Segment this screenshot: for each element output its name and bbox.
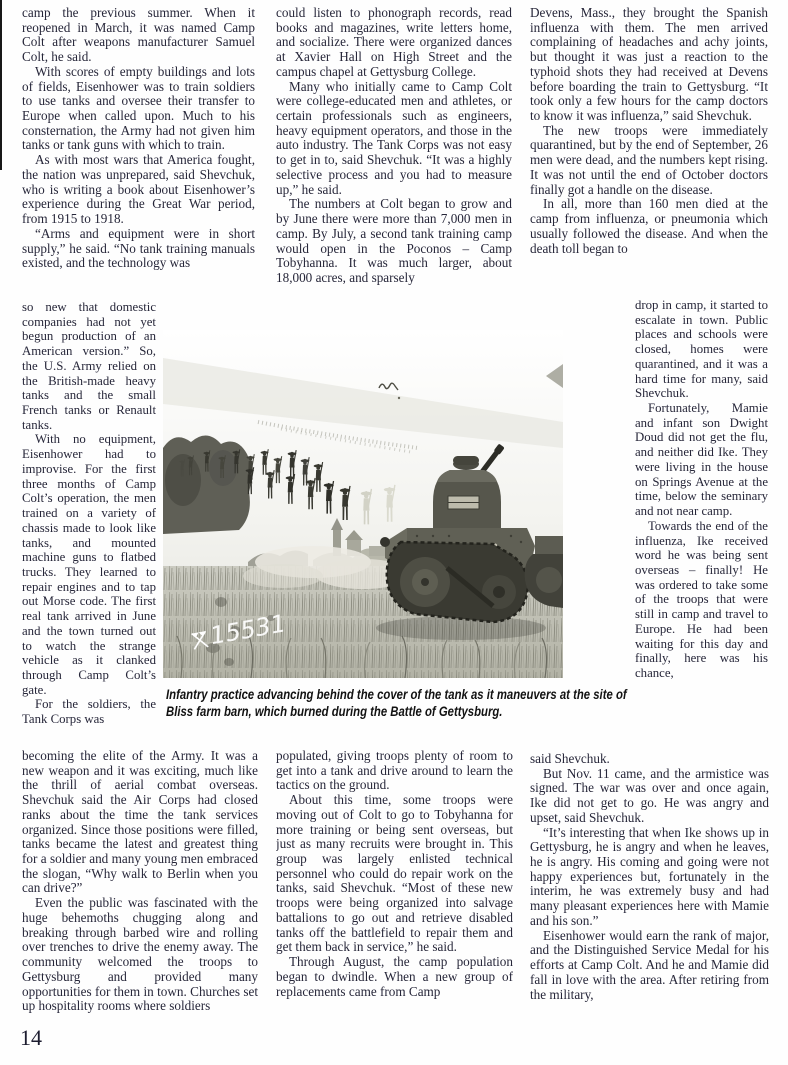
tank-photo-illustration — [163, 330, 563, 678]
paragraph: populated, giving troops plenty of room to get into a tank and drive around to learn the tactics on the ground. — [276, 749, 513, 793]
page-number: 14 — [20, 1025, 42, 1050]
paragraph: As with most wars that America fought, the nation was unprepared, said Shevchuk, who is writing a book about Eisenhower’s experience during the Great War period, from 1915 to 1918. — [22, 152, 255, 227]
column-3-bottom — [530, 752, 769, 1018]
paragraph: camp the previous summer. When it reopened in March, it was named Camp Colt after weapons manufacturer Samuel Colt, he said. — [22, 6, 255, 65]
paragraph: The numbers at Colt began to grow and by June there were more than 7,000 men in camp. By July, a second tank training camp would open in the Poconos – Camp Tobyhanna. It was much larger, about 18,000 acres, and sparsely — [276, 196, 512, 285]
paragraph: Many who initially came to Camp Colt were college-educated men and athletes, or certain professionals such as engineers, heavy equipment operators, and those in the auto industry. The Tank Corps was not easy to get in to, said Shevchuk. “It was a highly selective process and you had to measure up,” he said. — [276, 78, 512, 197]
paragraph: Eisenhower would earn the rank of major, and the Distinguished Service Medal for his efforts at Camp Colt. And he and Mamie did fall in love with the area. After retiring from the military, — [530, 927, 769, 1002]
paragraph: drop in camp, it started to escalate in town. Public places and schools were closed, homes were quarantined, and it was a hard time for many, said Shevchuk. — [635, 298, 768, 401]
column-1-bottom — [22, 749, 258, 1021]
column-1-narrow — [22, 300, 156, 752]
column-3-narrow — [635, 298, 768, 750]
paragraph: “Arms and equipment were in short supply,” he said. “No tank training manuals existed, and the technology was — [22, 225, 255, 271]
column-3-top — [530, 6, 768, 298]
paragraph: “It’s interesting that when Ike shows up in Gettysburg, he is angry and when he leaves, he is angry. His coming and going were not happy experiences but, fortunately in the interim, he was extremely busy and had many pleasant experiences here with Mamie and his son.” — [530, 824, 769, 928]
photo-caption-line2: Bliss farm barn, which burned during the Battle of Gettysburg. — [166, 704, 503, 719]
column-2-bottom — [276, 749, 513, 1017]
watermark-number: 15531 — [208, 609, 289, 651]
paragraph: said Shevchuk. — [530, 752, 610, 766]
paragraph: becoming the elite of the Army. It was a new weapon and it was exciting, much like the thrill of aerial combat overseas. Shevchuk said the Air Corps had closed ranks about the time the tank services organized. Since those positions were filled, tanks became the latest and greatest thing for a soldier and many young men embraced the slogan, “Why walk to Berlin when you can drive?” — [22, 749, 258, 896]
paragraph: About this time, some troops were moving out of Colt to go to Tobyhanna for more training or being sent overseas, but just as many recruits were brought in. This group was largely enlisted technical personnel who could do repair work on the tanks, said Shevchuk. “Most of these new troops were being organized into salvage battalions to go out and retrieve disabled tanks off the battlefield to repair them and get them back in service,” he said. — [276, 792, 513, 955]
scan-edge-mark — [0, 0, 2, 170]
column-1-top — [22, 6, 255, 300]
paragraph: With scores of empty buildings and lots of fields, Eisenhower was to train soldiers to use tanks and oversee their transfer to Europe when called upon. Much to his consternation, the Army had not given him tanks or tank guns with which to train. — [22, 63, 255, 153]
photo-caption — [166, 686, 627, 720]
tank-photo — [163, 330, 563, 678]
column-2-top — [276, 6, 512, 302]
paragraph: Fortunately, Mamie and infant son Dwight Doud did not get the flu, and neither did Ike. They were living in the house on Springs Avenue at the time, below the seminary and not near camp. — [635, 401, 768, 519]
paragraph: The new troops were immediately quarantined, but by the end of September, 26 men were dead, and the numbers kept rising. It was not until the end of October doctors finally got a handle on the disease. — [530, 122, 768, 197]
paragraph: Devens, Mass., they brought the Spanish influenza with them. The men arrived complaining of headaches and achy joints, but thought it was just a reaction to the typhoid shots they had received at Devens before boarding the train to Gettysburg. “It took only a few hours for the camp doctors to know it was influenza,” said Shevchuk. — [530, 6, 768, 124]
paragraph: For the soldiers, the Tank Corps was — [22, 697, 156, 727]
photo-caption-line1: Infantry practice advancing behind the cover of the tank as it maneuvers at the site of — [166, 687, 627, 702]
left-trees — [163, 435, 252, 534]
paragraph: Through August, the camp population began to dwindle. When a new group of replacements came from Camp — [276, 954, 513, 999]
paragraph: Even the public was fascinated with the huge behemoths chugging along and breaking through barbed wire and rolling over trenches to drive the enemy away. The community welcomed the troops to Gettysburg and provided many opportunities for them in town. Churches set up hospitality rooms where soldiers — [22, 895, 258, 1014]
paragraph: Towards the end of the influenza, Ike received word he was being sent overseas – finally! He was ordered to take some of the troops that were still in camp and travel to Europe. He had been waiting for this day and finally, here was his chance, — [635, 518, 768, 680]
paragraph: In all, more than 160 men died at the camp from influenza, or pneumonia which usually followed the disease. And when the death toll began to — [530, 196, 768, 256]
paragraph: With no equipment, Eisenhower had to improvise. For the first three months of Camp Colt’s operation, the men trained on a variety of chassis made to look like tanks, and mounted machine guns to flatbed trucks. They learned to repair engines and to tap out Morse code. The first real tank arrived in June and the town turned out to watch the strange vehicle as it clanked through Camp Colt’s gate. — [22, 432, 156, 697]
paragraph: so new that domestic companies had not yet begun production of an American version.” So, the U.S. Army relied on the British-made heavy tanks and the small French tanks or Renault tanks. — [22, 300, 156, 432]
paragraph: But Nov. 11 came, and the armistice was signed. The war was over and once again, Ike did not get to go. He was angry and upset, said Shevchuk. — [530, 765, 769, 825]
paragraph: could listen to phonograph records, read books and magazines, write letters home, and socialize. There were organized dances at Xavier Hall on High Street and the campus chapel at Gettysburg College. — [276, 6, 512, 79]
